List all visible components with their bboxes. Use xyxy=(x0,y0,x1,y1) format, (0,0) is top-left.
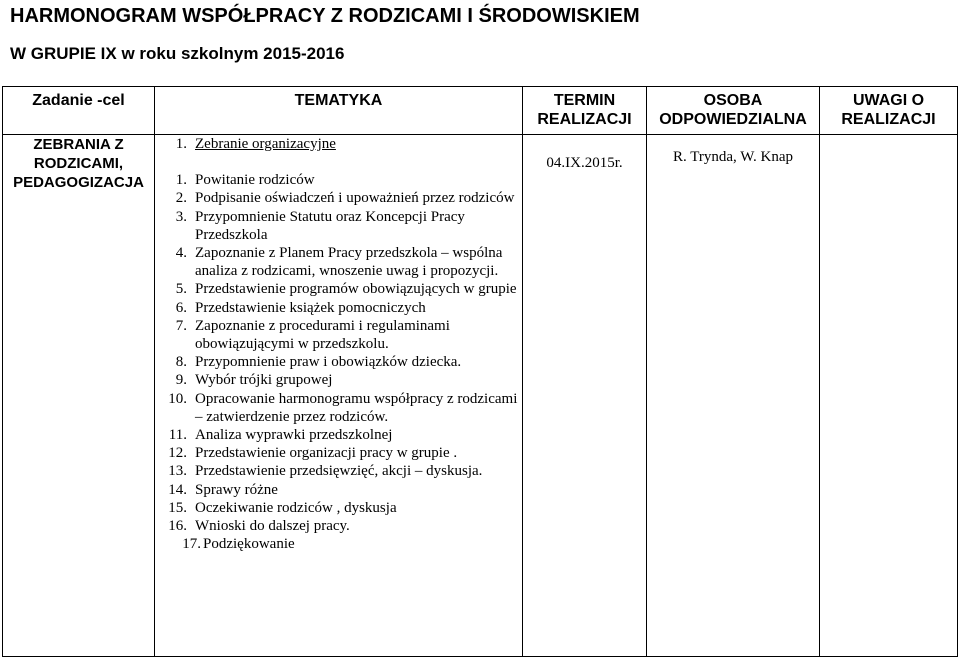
list-item: 5. Przedstawienie programów obowiązujących w grupie xyxy=(175,281,517,298)
list-item: 7. Zapoznanie z procedurami i regulaminami obowiązującymi w przedszkolu. xyxy=(175,317,450,353)
header-osoba-odpowiedzialna: OSOBA ODPOWIEDZIALNA xyxy=(647,87,820,135)
topic-heading-item xyxy=(155,135,522,153)
list-item: 2. Podpisanie oświadczeń i upoważnień przez rodziców xyxy=(175,190,515,207)
list-item: 17. Podziękowanie xyxy=(182,536,295,553)
cell-termin-realizacji xyxy=(523,135,647,657)
list-item: 10. Opracowanie harmonogramu współpracy z rodzicami – zatwierdzenie przez rodziców. xyxy=(168,390,518,425)
header-zadanie-cel: Zadanie -cel xyxy=(3,87,155,135)
termin-value: 04.IX.2015r. xyxy=(546,155,623,171)
schedule-table xyxy=(2,86,958,657)
list-item: 12. Przedstawienie organizacji pracy w grupie . xyxy=(168,445,458,462)
list-item: 15. Oczekiwanie rodziców , dyskusja xyxy=(168,499,397,516)
list-item: 16. Wnioski do dalszej pracy. xyxy=(168,518,350,535)
table-row xyxy=(3,135,958,657)
list-item: 1. Powitanie rodziców xyxy=(175,172,315,189)
list-item: 13. Przedstawienie przedsięwzięć, akcji – dyskusja. xyxy=(168,463,483,480)
cell-tematyka xyxy=(155,135,523,657)
osoba-value: R. Trynda, W. Knap xyxy=(672,149,794,165)
document-title: HARMONOGRAM WSPÓŁPRACY Z RODZICAMI I ŚRODOWISKIEM xyxy=(10,5,640,27)
list-item: 9. Wybór trójki grupowej xyxy=(175,372,333,389)
header-uwagi-o-realizacji: UWAGI O REALIZACJI xyxy=(820,87,958,135)
list-item: 3. Przypomnienie Statutu oraz Koncepcji Pracy Przedszkola xyxy=(175,208,465,243)
list-item: 6. Przedstawienie książek pomocniczych xyxy=(175,299,426,316)
header-termin-realizacji: TERMIN REALIZACJI xyxy=(523,87,647,135)
list-item: 4. Zapoznanie z Planem Pracy przedszkola – wspólna analiza z rodzicami, wnoszenie uwag i propozycji. xyxy=(175,245,503,280)
table-header-row xyxy=(3,87,958,135)
cell-uwagi-o-realizacji xyxy=(820,135,958,657)
topic-heading-text: Zebranie organizacyjne xyxy=(195,136,336,152)
topic-heading-number: 1. xyxy=(175,136,187,152)
document-subtitle: W GRUPIE IX w roku szkolnym 2015-2016 xyxy=(10,44,345,63)
list-item: 8. Przypomnienie praw i obowiązków dziecka. xyxy=(175,354,462,371)
cell-osoba-odpowiedzialna xyxy=(647,135,820,657)
cell-zadanie-cel: ZEBRANIA Z RODZICAMI, PEDAGOGIZACJA xyxy=(3,135,155,657)
topics-list xyxy=(155,135,522,553)
header-tematyka: TEMATYKA xyxy=(155,87,523,135)
list-item: 11. Analiza wyprawki przedszkolnej xyxy=(168,427,393,444)
list-item: 14. Sprawy różne xyxy=(168,481,278,498)
